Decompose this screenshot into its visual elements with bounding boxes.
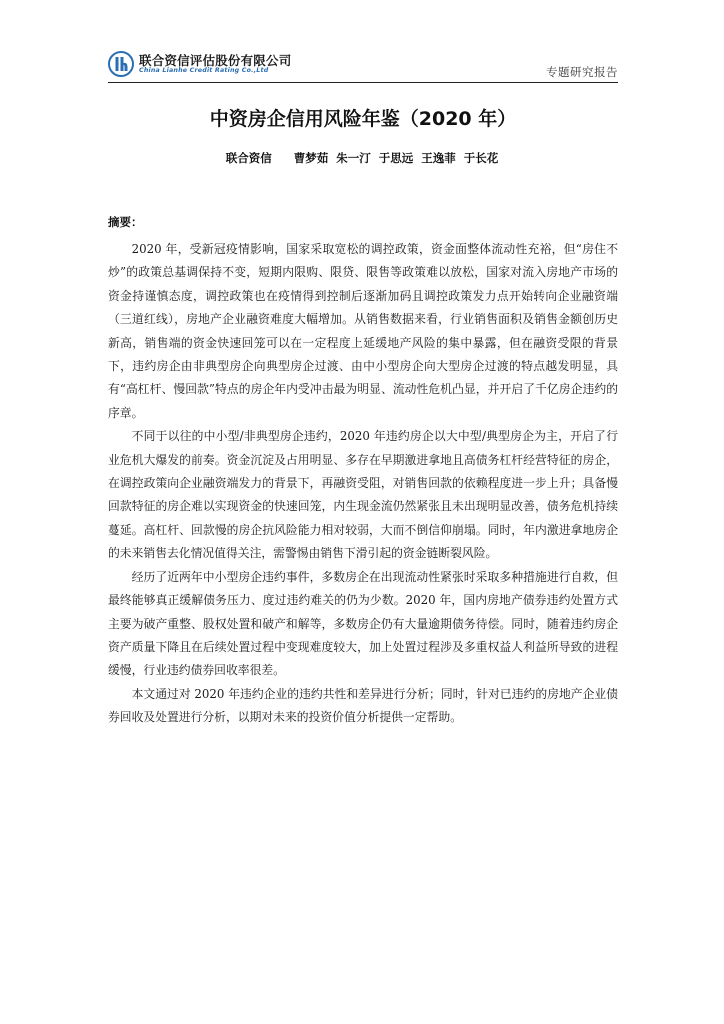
report-header <box>108 48 618 82</box>
abstract-heading: 摘要： <box>108 215 143 229</box>
author-name: 于思远 <box>378 151 414 165</box>
author-name: 朱一汀 <box>336 151 371 165</box>
abstract-body <box>108 238 618 730</box>
company-name-en: China Lianhe Credit Rating Co.,Ltd <box>139 67 269 74</box>
company-logo-icon <box>108 51 134 77</box>
author-name: 曹梦茹 <box>293 151 329 165</box>
document-type-label: 专题研究报告 <box>546 65 618 79</box>
author-line <box>108 150 618 166</box>
author-organization: 联合资信 <box>225 151 272 165</box>
report-title: 中资房企信用风险年鉴（2020 年） <box>209 108 517 130</box>
author-name: 王逸菲 <box>421 151 456 165</box>
header-divider <box>108 82 618 83</box>
author-name: 于长花 <box>463 151 499 165</box>
abstract-paragraph: 经历了近两年中小型房企违约事件，多数房企在出现流动性紧张时采取多种措施进行自救，但最终能够真正缓解债务压力、度过违约难关的仍为少数。2020 年，国内房地产债券违约处置方式主要为破产重整、股权处置和破产和解等，多数房企仍有大量逾期债务待偿。同时，随着违约房企资产质量下降且在后续处置过程中变现难度较大，加上处置过程涉及多重权益人利益所导致的进程缓慢，行业违约债券回收率很差。 <box>108 569 618 678</box>
abstract-paragraph: 本文通过对 2020 年违约企业的违约共性和差异进行分析；同时，针对已违约的房地产企业债券回收及处置进行分析，以期对未来的投资价值分析提供一定帮助。 <box>108 686 618 725</box>
abstract-paragraph: 不同于以往的中小型/非典型房企违约，2020 年违约房企以大中型/典型房企为主，开启了行业危机大爆发的前奏。资金沉淀及占用明显、多存在早期激进拿地且高债务杠杆经营特征的房企，在调控政策向企业融资端发力的背景下，再融资受阻，对销售回款的依赖程度进一步上升；具备慢回款特征的房企难以实现资金的快速回笼，内生现金流仍然紧张且未出现明显改善，债务危机持续蔓延。高杠杆、回款慢的房企抗风险能力相对较弱，大而不倒信仰崩塌。同时，年内激进拿地房企的未来销售去化情况值得关注，需警惕由销售下滑引起的资金链断裂风险。 <box>108 429 618 561</box>
abstract-paragraph: 2020 年，受新冠疫情影响，国家采取宽松的调控政策，资金面整体流动性充裕，但“房住不炒”的政策总基调保持不变，短期内限购、限贷、限售等政策难以放松，国家对流入房地产市场的资金持谨慎态度，调控政策也在疫情得到控制后逐渐加码且调控政策发力点开始转向企业融资端（三道红线），房地产企业融资难度大幅增加。从销售数据来看，行业销售面积及销售金额创历史新高，销售端的资金快速回笼可以在一定程度上延缓地产风险的集中暴露，但在融资受限的背景下，违约房企由非典型房企向典型房企过渡、由中小型房企向大型房企过渡的特点越发明显，具有“高杠杆、慢回款”特点的房企年内受冲击最为明显、流动性危机凸显，并开启了千亿房企违约的序章。 <box>108 242 618 420</box>
company-name-cn: 联合资信评估股份有限公司 <box>139 53 292 68</box>
